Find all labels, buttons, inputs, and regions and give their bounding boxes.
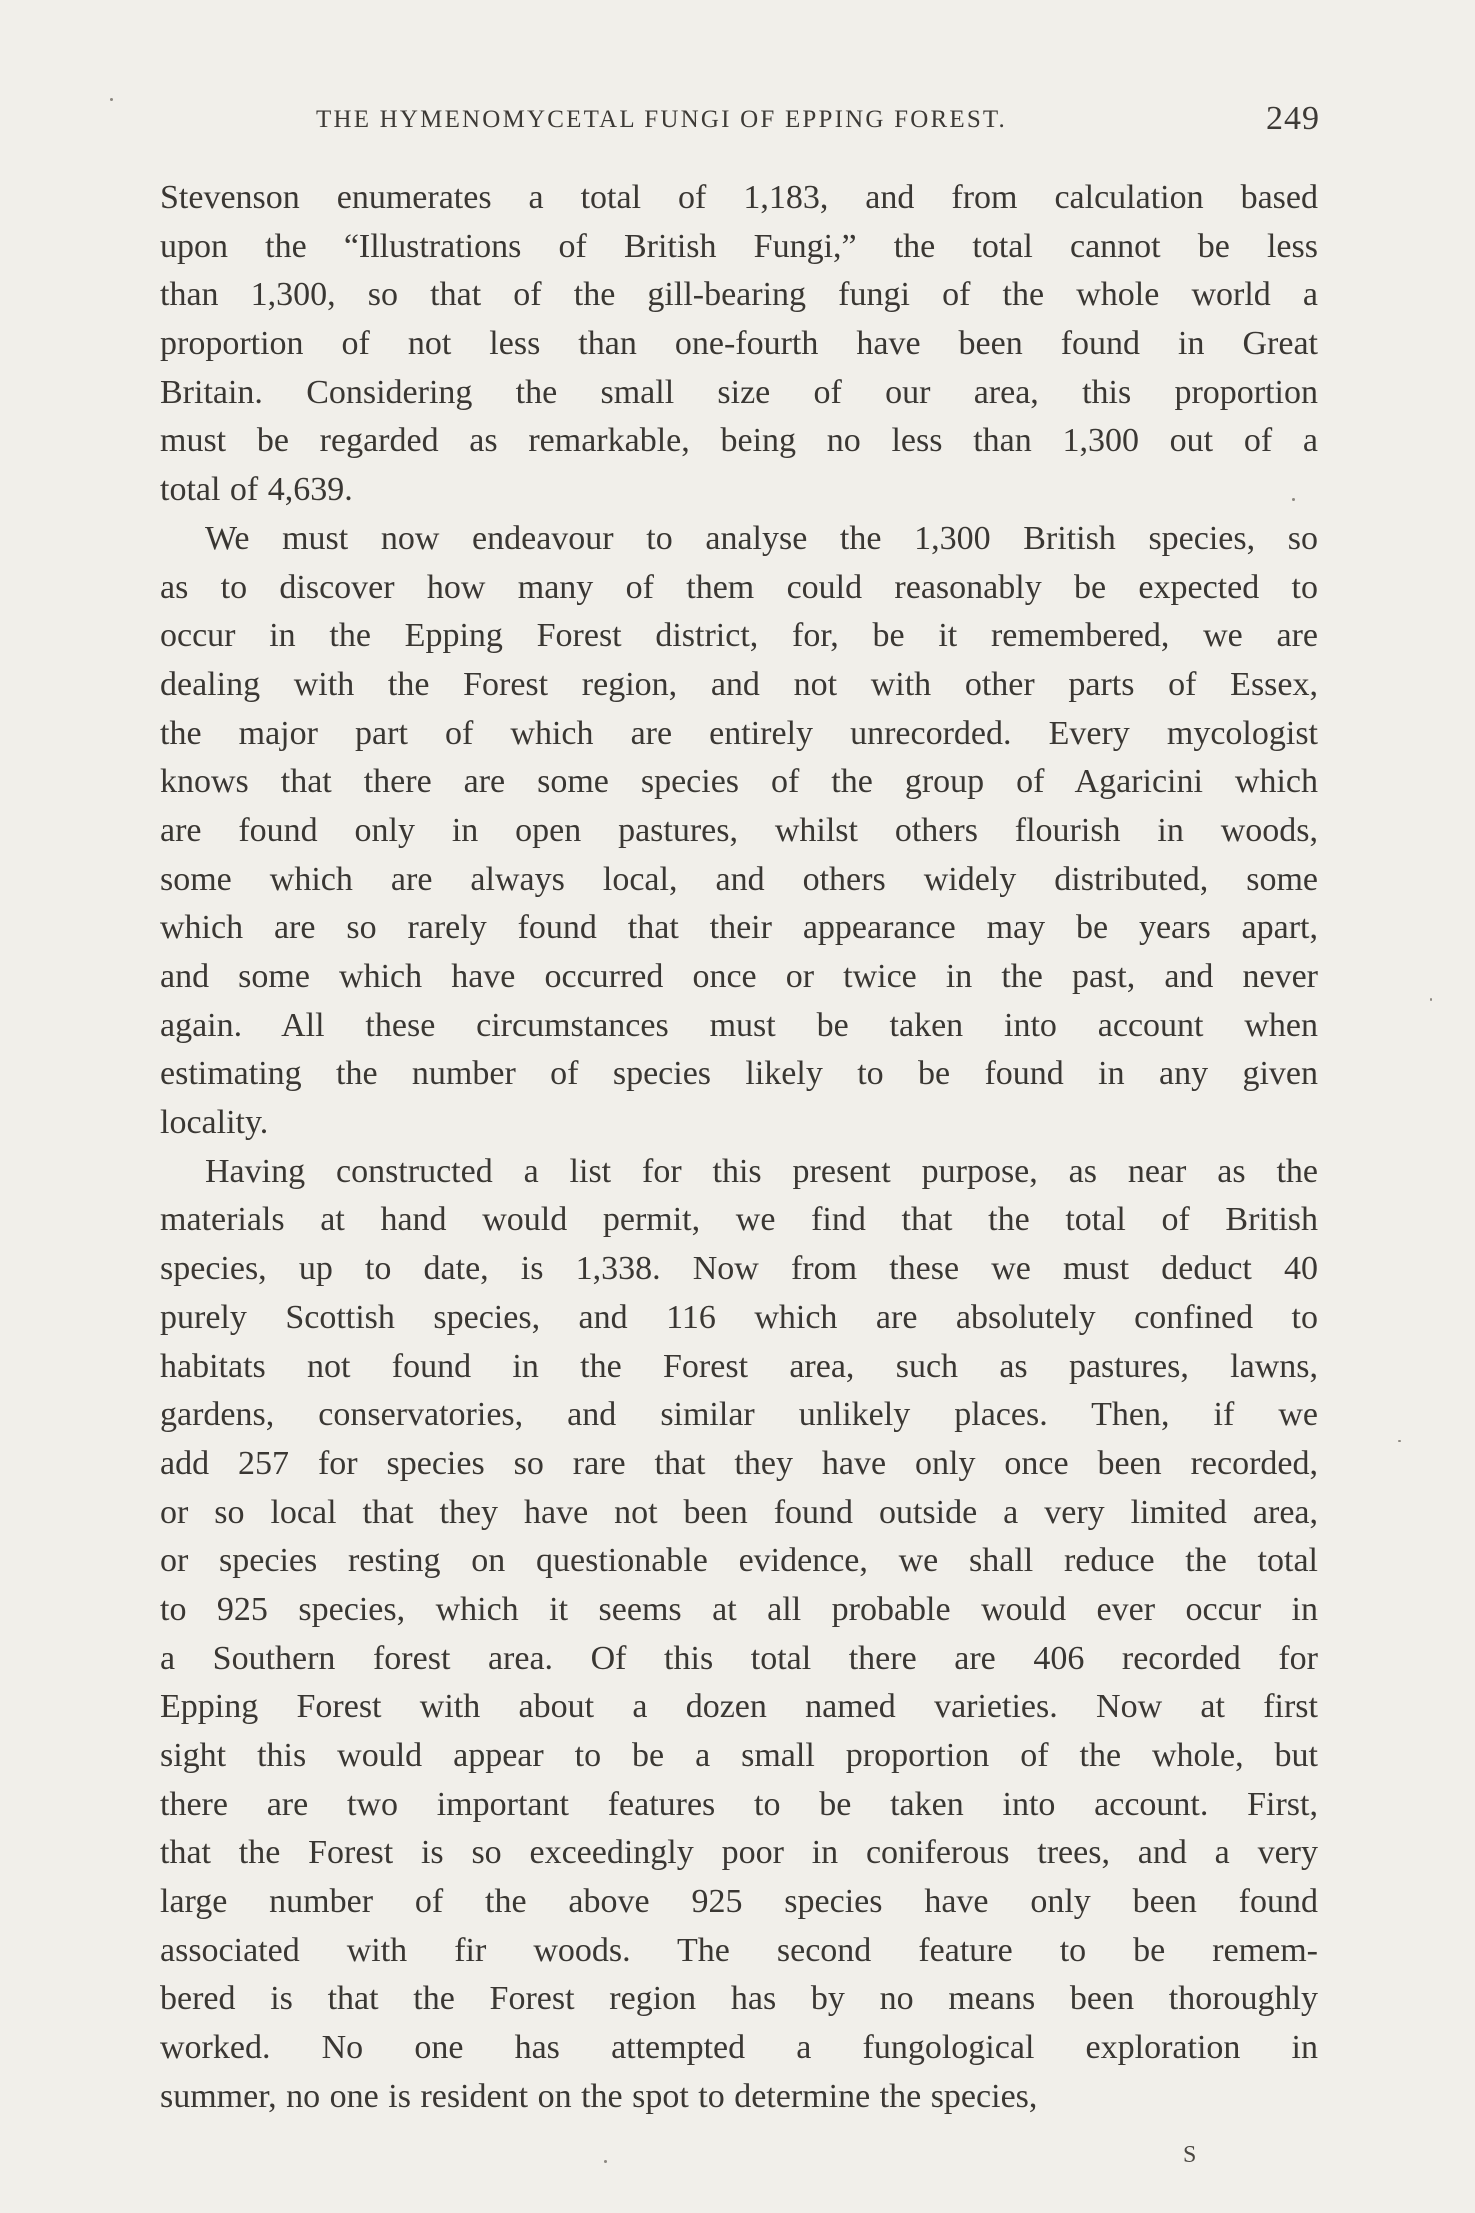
text-line: must be regarded as remarkable, being no less than 1,300 out of a xyxy=(160,422,1318,460)
text-line: summer, no one is resident on the spot to determine the species, xyxy=(160,2077,1038,2115)
text-line: proportion of not less than one-fourth have been found in Great xyxy=(160,325,1318,363)
text-line: which are so rarely found that their appearance may be years apart, xyxy=(160,909,1318,947)
body-text xyxy=(160,174,1318,2122)
running-head: THE HYMENOMYCETAL FUNGI OF EPPING FOREST. xyxy=(316,106,1007,133)
text-line: add 257 for species so rare that they have only once been recorded, xyxy=(160,1444,1318,1482)
text-line: some which are always local, and others widely distributed, some xyxy=(160,860,1318,898)
text-line: and some which have occurred once or twice in the past, and never xyxy=(160,958,1318,995)
signature-mark: S xyxy=(1183,2142,1197,2168)
text-line: or species resting on questionable evidence, we shall reduce the total xyxy=(160,1542,1318,1580)
text-line: Epping Forest with about a dozen named varieties. Now at first xyxy=(160,1688,1318,1726)
text-line: Having constructed a list for this present purpose, as near as the xyxy=(205,1152,1318,1190)
text-line: occur in the Epping Forest district, for, be it remembered, we are xyxy=(160,617,1318,655)
text-line: Stevenson enumerates a total of 1,183, and from calculation based xyxy=(160,179,1318,216)
text-line: again. All these circumstances must be taken into account when xyxy=(160,1006,1318,1044)
page-number: 249 xyxy=(1266,100,1320,137)
paragraph xyxy=(160,1148,1318,2122)
text-line: than 1,300, so that of the gill-bearing fungi of the whole world a xyxy=(160,276,1318,314)
text-line: knows that there are some species of the group of Agaricini which xyxy=(160,763,1318,801)
text-line: species, up to date, is 1,338. Now from these we must deduct 40 xyxy=(160,1250,1318,1288)
text-line: worked. No one has attempted a fungological exploration in xyxy=(160,2029,1318,2067)
text-line: gardens, conservatories, and similar unlikely places. Then, if we xyxy=(160,1396,1318,1434)
text-line: that the Forest is so exceedingly poor in coniferous trees, and a very xyxy=(160,1834,1318,1872)
text-line: to 925 species, which it seems at all probable would ever occur in xyxy=(160,1590,1318,1628)
text-line: total of 4,639. xyxy=(160,471,353,509)
text-line: sight this would appear to be a small proportion of the whole, but xyxy=(160,1737,1318,1774)
text-line: are found only in open pastures, whilst others flourish in woods, xyxy=(160,811,1318,849)
text-line: there are two important features to be taken into account. First, xyxy=(160,1785,1318,1823)
text-line: estimating the number of species likely to be found in any given xyxy=(160,1055,1318,1093)
text-line: upon the “Illustrations of British Fungi,” the total cannot be less xyxy=(160,227,1318,265)
text-line: habitats not found in the Forest area, such as pastures, lawns, xyxy=(160,1347,1318,1385)
text-line: purely Scottish species, and 116 which are absolutely confined to xyxy=(160,1298,1318,1336)
page-header xyxy=(160,100,1320,144)
text-line: or so local that they have not been found outside a very limited area, xyxy=(160,1493,1318,1531)
text-line: locality. xyxy=(160,1104,269,1142)
text-line: Britain. Considering the small size of our area, this proportion xyxy=(160,373,1318,411)
text-line: materials at hand would permit, we find that the total of British xyxy=(160,1201,1318,1239)
text-line: bered is that the Forest region has by no means been thoroughly xyxy=(160,1980,1318,2018)
text-line: associated with fir woods. The second feature to be remem- xyxy=(160,1931,1318,1969)
paragraph xyxy=(160,174,1318,515)
text-line: large number of the above 925 species have only been found xyxy=(160,1883,1318,1921)
text-line: the major part of which are entirely unrecorded. Every mycologist xyxy=(160,714,1318,752)
text-line: a Southern forest area. Of this total there are 406 recorded for xyxy=(160,1639,1318,1677)
text-line: We must now endeavour to analyse the 1,300 British species, so xyxy=(205,519,1318,557)
text-line: as to discover how many of them could reasonably be expected to xyxy=(160,568,1318,606)
paragraph xyxy=(160,515,1318,1148)
text-line: dealing with the Forest region, and not with other parts of Essex, xyxy=(160,665,1318,703)
